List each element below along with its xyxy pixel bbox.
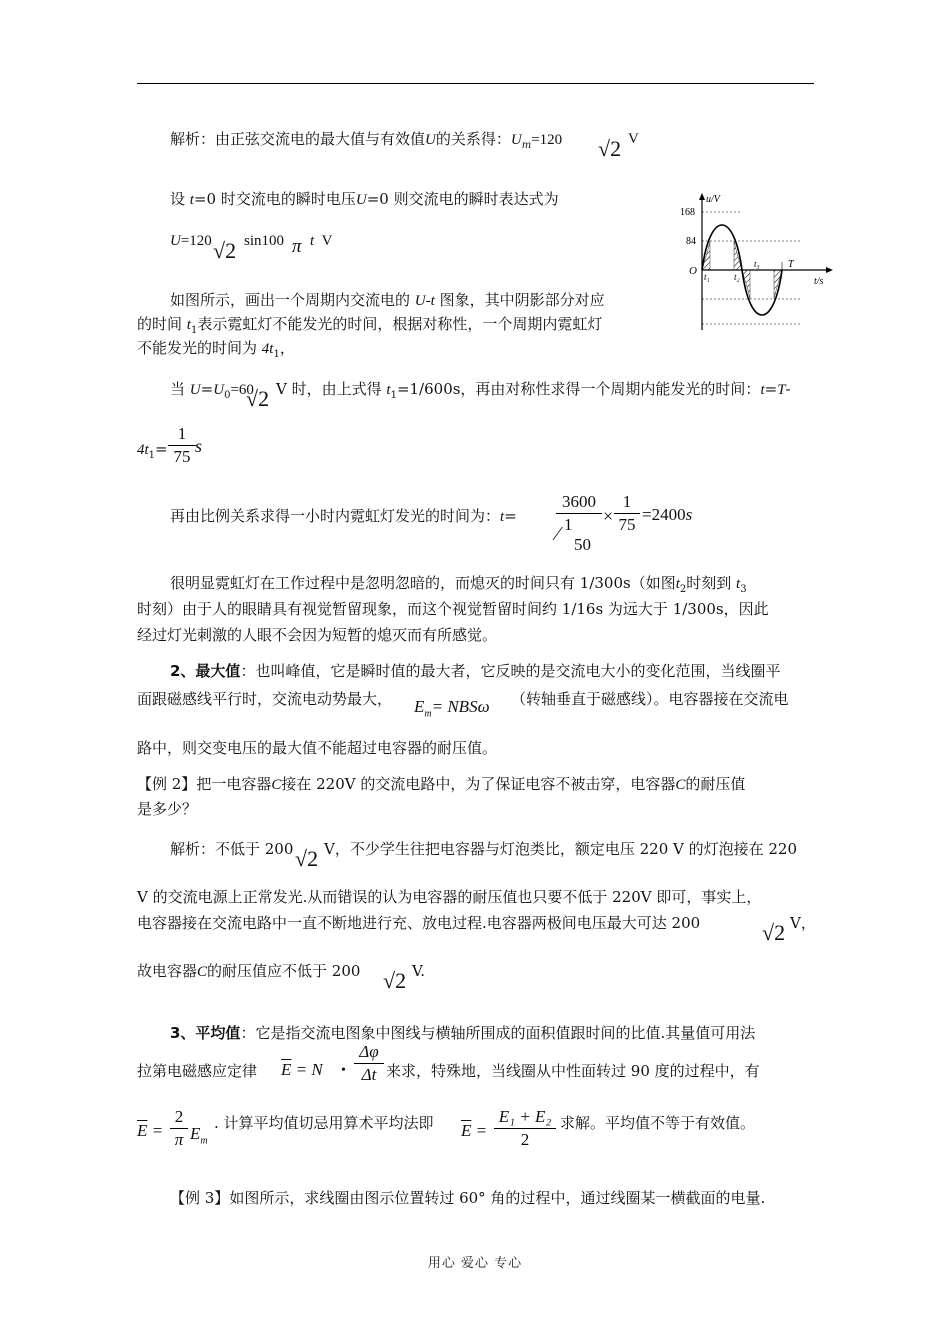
section-average-1: 3、平均值：它是指交流电图象中图线与横轴所围成的面积值跟时间的比值.其量值可用法 [170,1024,756,1042]
x-axis-label: t/s [814,276,824,287]
unit-s: s [195,436,203,456]
paragraph-when-u0-b: V 时，由上式得 $t_1=1/600s$，再由对称性求得一个周期内能发光的时间：t=T- [276,380,791,401]
period-label: T [788,259,794,270]
formula-4t1: $4t_1=$ [137,440,168,461]
section-max-value-2b: （转轴垂直于磁感线）。电容器接在交流电 [511,690,789,708]
header-rule [137,83,814,84]
times-symbol: × [603,506,614,526]
example-3: 【例 3】如图所示，求线圈由图示位置转过 60° 角的过程中，通过线圈某一横截面的电量. [170,1189,766,1207]
section-max-value-3: 路中，则交变电压的最大值不能超过电容器的耐压值。 [137,739,498,757]
example-2-line-1: 【例 2】把一电容器C接在 220V 的交流电路中，为了保证电容不被击穿，电容器C的耐压值 [137,775,746,793]
solution-2-line-2: V 的交流电源上正常发光.从而错误的认为电容器的耐压值也只要不低于 220V 即可，事实上， [137,888,762,906]
solution-2-line-1b: V，不少学生往把电容器与灯泡类比，额定电压 220 V 的灯泡接在 220 [324,840,798,858]
solution-2-line-1a: 解析：不低于 200 [170,840,294,858]
example-2-line-2: 是多少？ [137,800,198,818]
t1-label: t₁ [704,272,710,282]
formula-sin: sin100 [244,233,285,249]
formula-ebar-n: $\overline{E} = N$ [281,1060,323,1079]
sqrt2-formula: √2 [295,846,319,871]
t3-label: t₃ [754,259,760,269]
unit-v: V [628,131,639,147]
y-axis-label: u/V [706,194,720,205]
formula-instantaneous: U=120 [170,233,212,249]
section-average-2b: 来求，特殊地，当线圈从中性面转过 90 度的过程中，有 [386,1062,760,1080]
formula-ebar-2: $\overline{E}$ = [137,1121,164,1140]
solution-2-line-4: 故电容器C的耐压值应不低于 200 [137,962,361,980]
fraction-2-pi: 2 π [170,1107,188,1150]
y-axis-arrow [699,193,705,200]
solution-2-line-4c: V. [412,962,425,980]
ut-graph [680,190,840,340]
section-average-2a: 拉第电磁感应定律 [137,1062,258,1080]
paragraph-proportion: 再由比例关系求得一小时内霓虹灯发光的时间为：t= [170,507,517,525]
t2-label: t₂ [734,272,740,282]
fraction-e1-e2: E₁ + E₂ 2 [494,1107,556,1150]
pi-symbol: π [292,236,302,257]
section-average-3b: 求解。平均值不等于有效值。 [560,1114,756,1132]
tick-84: 84 [686,236,696,247]
section-average-3a: . 计算平均值切忌用算术平均法即 [214,1114,434,1132]
paragraph-flicker-3: 经过灯光刺激的人眼不会因为短暂的熄灭而有所感觉。 [137,626,498,644]
sqrt2-formula: √2 [762,920,786,945]
formula-em-2: $E_m$ [190,1124,208,1147]
fraction-1-75: 1 75 [168,424,196,467]
solution-2-line-3a: 电容器接在交流电路中一直不断地进行充、放电过程.电容器两极间电压最大可达 200 [137,914,701,932]
fraction-1-75b: 1 75 [614,492,640,535]
origin-label: O [689,265,697,277]
fraction-dphi-dt: Δφ Δt [354,1042,384,1085]
dot-symbol: • [341,1063,346,1078]
analysis-line-1: 解析：由正弦交流电的最大值与有效值U的关系得：$U_m=120$ [170,130,563,151]
section-max-value-1: 2、最大值：也叫峰值，它是瞬时值的最大者，它反映的是交流电大小的变化范围，当线圈平 [170,662,781,680]
paragraph-graph-line-3: 不能发光的时间为 $4t_1$， [137,339,295,360]
sqrt2-formula: √2 [383,968,407,993]
result-2400: =2400s [642,505,693,524]
section-max-value-2a: 面跟磁感线平行时，交流电动势最大， [137,690,393,708]
sqrt2-formula: √2 [598,136,622,161]
sqrt2-formula: √2 [213,238,237,263]
paragraph-flicker-1: 很明显霓虹灯在工作过程中是忽明忽暗的，而熄灭的时间只有 1/300s（如图$t_2$时刻到 $t_3$ [170,574,747,595]
paragraph-graph-line-2: 的时间 $t_1$表示霓虹灯不能发光的时间，根据对称性，一个周期内霓虹灯 [137,315,603,336]
formula-ebar-3: $\overline{E}$ = [461,1121,488,1140]
paragraph-when-u0-a: 当 $U=U_0=60$ [170,380,254,401]
formula-em: $E_m= NBS\omega$ [414,697,490,720]
solution-2-line-3b: V， [790,914,816,932]
tick-168: 168 [680,207,695,218]
fraction-3600: 3600 1 ⁄ 50 [556,492,602,555]
paragraph-flicker-2: 时刻）由于人的眼睛具有视觉暂留现象，而这个视觉暂留时间约 1/16s 为远大于 1/300s，因此 [137,600,769,618]
x-axis-arrow [826,267,833,273]
page-footer: 用心 爱心 专心 [427,1256,523,1271]
sqrt2-formula: √2 [246,386,270,411]
formula-t-unit: t V [310,233,333,249]
paragraph-instant-voltage: 设 t=0 时交流电的瞬时电压U=0 则交流电的瞬时表达式为 [170,190,559,208]
paragraph-graph-line-1: 如图所示，画出一个周期内交流电的 U-t 图象，其中阴影部分对应 [170,291,605,309]
